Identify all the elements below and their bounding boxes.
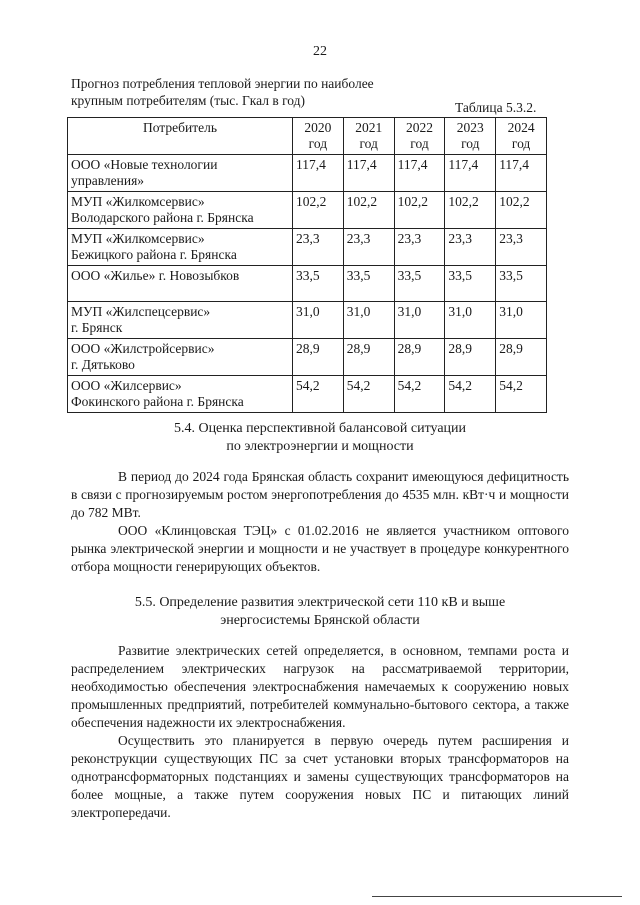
paragraph: Развитие электрических сетей определяется, в основном, темпами роста и распределением электрических нагрузок на рассматриваемой территории, необходимостью обеспечения электроснабжения намечаемых к сооружению новых промышленных предприятий, потребителей коммунально-бытового сектора, а также обеспечения надежности их электроснабжения. [71, 643, 569, 730]
table-row [68, 302, 547, 339]
table-row [68, 155, 547, 192]
value-cell: 117,4 [445, 155, 496, 192]
consumer-name: МУП «Жилкомсервис» Бежицкого района г. Брянска [68, 229, 293, 266]
value-cell: 28,9 [394, 339, 445, 376]
value-cell: 33,5 [445, 266, 496, 302]
value-cell: 23,3 [394, 229, 445, 266]
paragraph: ООО «Клинцовская ТЭЦ» с 01.02.2016 не является участником оптового рынка электрической энергии и мощности и не участвует в процедуре конкурентного отбора мощности генерирующих объектов. [71, 523, 569, 574]
section-heading-5-5: 5.5. Определение развития электрической сети 110 кВ и выше энергосистемы Брянской области [134, 595, 506, 628]
value-cell: 54,2 [293, 376, 344, 413]
page-number: 22 [313, 44, 327, 59]
heat-consumption-table [67, 117, 547, 413]
value-cell: 31,0 [445, 302, 496, 339]
section-heading-5-4: 5.4. Оценка перспективной балансовой ситуации по электроэнергии и мощности [173, 421, 467, 454]
table-label: Таблица 5.3.2. [455, 100, 537, 115]
table-row [68, 192, 547, 229]
caption-line: крупным потребителям (тыс. Гкал в год) [71, 93, 306, 108]
section-5-4-body [71, 468, 569, 576]
value-cell: 102,2 [293, 192, 344, 229]
value-cell: 23,3 [293, 229, 344, 266]
table-header-row [68, 118, 547, 155]
value-cell: 31,0 [394, 302, 445, 339]
consumer-name: ООО «Жилсервис» Фокинского района г. Брянска [68, 376, 293, 413]
consumer-name: ООО «Новые технологии управления» [68, 155, 293, 192]
value-cell: 33,5 [496, 266, 547, 302]
header-year: 2023 год [445, 118, 496, 155]
value-cell: 28,9 [445, 339, 496, 376]
header-year: 2024 год [496, 118, 547, 155]
consumer-name: ООО «Жилстройсервис» г. Дятьково [68, 339, 293, 376]
table-row [68, 229, 547, 266]
value-cell: 23,3 [496, 229, 547, 266]
value-cell: 117,4 [394, 155, 445, 192]
header-year: 2022 год [394, 118, 445, 155]
value-cell: 102,2 [496, 192, 547, 229]
header-year: 2020 год [293, 118, 344, 155]
table-row [68, 266, 547, 302]
value-cell: 23,3 [445, 229, 496, 266]
value-cell: 117,4 [343, 155, 394, 192]
footer-divider [372, 896, 622, 897]
consumer-name: МУП «Жилспецсервис» г. Брянск [68, 302, 293, 339]
value-cell: 102,2 [445, 192, 496, 229]
value-cell: 54,2 [445, 376, 496, 413]
value-cell: 117,4 [293, 155, 344, 192]
value-cell: 33,5 [343, 266, 394, 302]
caption-line: Прогноз потребления тепловой энергии по наиболее [71, 76, 374, 91]
value-cell: 33,5 [293, 266, 344, 302]
header-consumer: Потребитель [68, 118, 293, 155]
consumer-name: ООО «Жилье» г. Новозыбков [68, 266, 293, 302]
value-cell: 102,2 [394, 192, 445, 229]
section-5-5-body [71, 642, 569, 822]
value-cell: 28,9 [343, 339, 394, 376]
value-cell: 33,5 [394, 266, 445, 302]
value-cell: 28,9 [496, 339, 547, 376]
consumer-name: МУП «Жилкомсервис» Володарского района г. Брянска [68, 192, 293, 229]
header-year: 2021 год [343, 118, 394, 155]
table-row [68, 339, 547, 376]
paragraph: Осуществить это планируется в первую очередь путем расширения и реконструкции существующих ПС за счет установки вторых трансформаторов на однотрансформаторных подстанциях и замены существующих трансформаторов на более мощные, а также путем сооружения новых ПС и питающих линий электропередачи. [71, 733, 569, 820]
table-caption [71, 75, 411, 109]
value-cell: 54,2 [343, 376, 394, 413]
value-cell: 31,0 [496, 302, 547, 339]
paragraph: В период до 2024 года Брянская область сохранит имеющуюся дефицитность в связи с прогнозируемым ростом энергопотребления до 4535 млн. кВт·ч и мощности до 782 МВт. [71, 469, 569, 520]
value-cell: 28,9 [293, 339, 344, 376]
value-cell: 54,2 [394, 376, 445, 413]
table-row [68, 376, 547, 413]
value-cell: 54,2 [496, 376, 547, 413]
value-cell: 102,2 [343, 192, 394, 229]
value-cell: 31,0 [343, 302, 394, 339]
value-cell: 31,0 [293, 302, 344, 339]
value-cell: 23,3 [343, 229, 394, 266]
value-cell: 117,4 [496, 155, 547, 192]
